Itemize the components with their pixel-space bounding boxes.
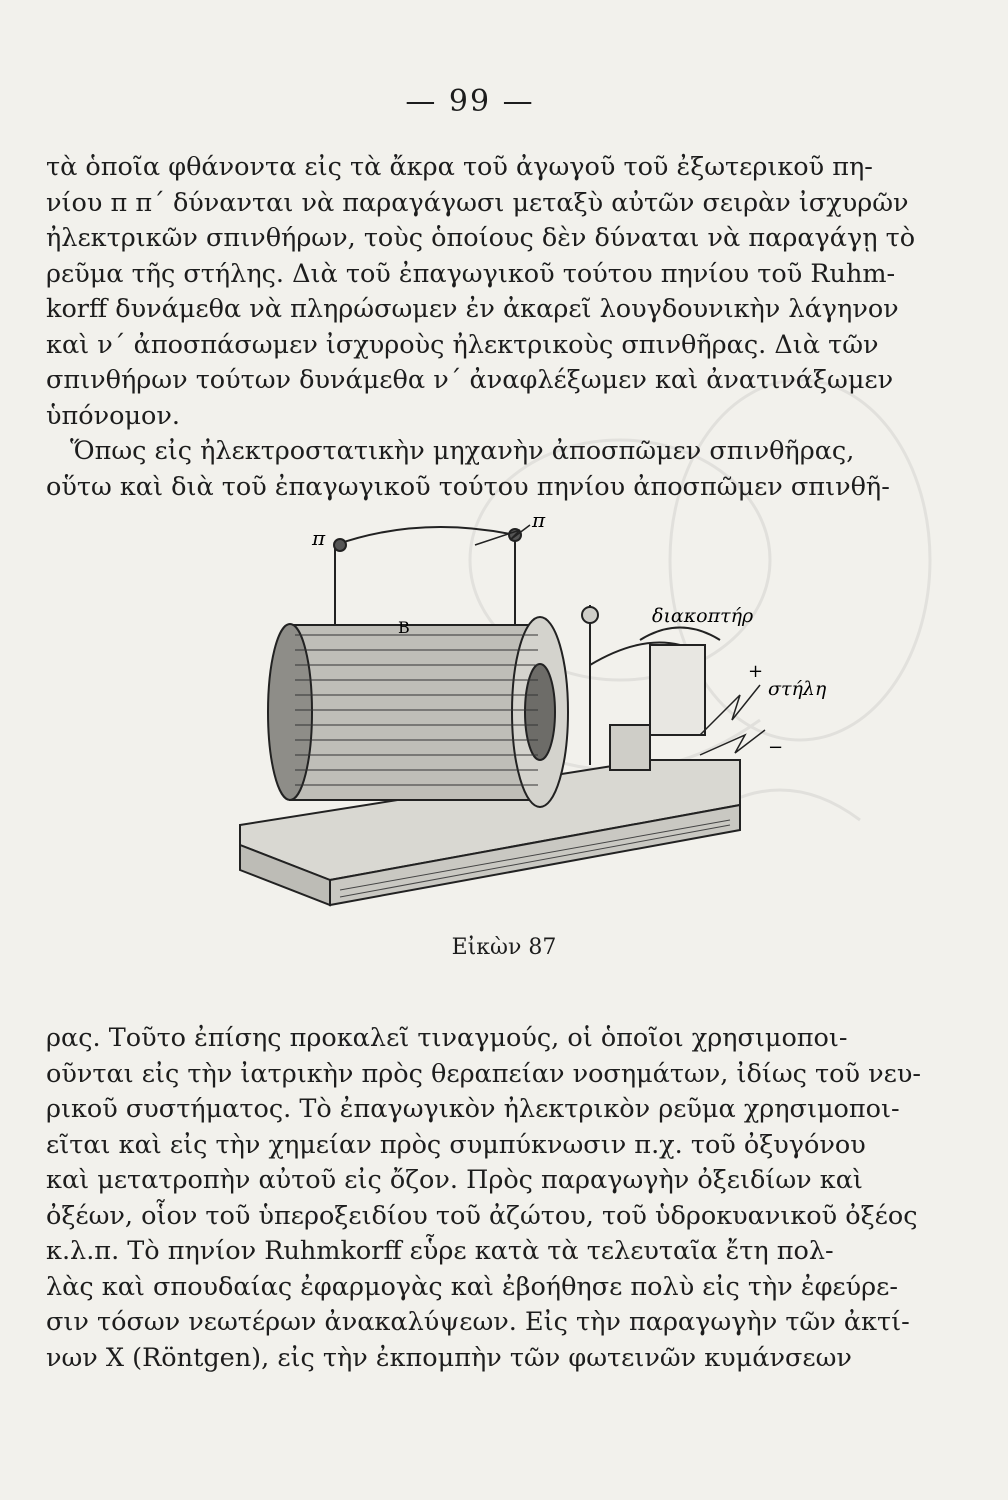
ruhmkorff-coil-illustration [220, 505, 860, 915]
text-line: νίου π π΄ δύνανται νὰ παραγάγωσι μεταξὺ αὐτῶν σειρὰν ἰσχυρῶν [46, 187, 909, 218]
text-line: Ὅπως εἰς ἠλεκτροστατικὴν μηχανὴν ἀποσπῶμεν σπινθῆρας, [70, 436, 855, 466]
label-pi-right: π [532, 508, 546, 532]
text-line: ὀξέων, οἷον τοῦ ὑπεροξειδίου τοῦ ἀζώτου, τοῦ ὑδροκυανικοῦ ὀξέος [46, 1200, 918, 1231]
text-line: τὰ ὁποῖα φθάνοντα εἰς τὰ ἄκρα τοῦ ἀγωγοῦ τοῦ ἐξωτερικοῦ πη- [46, 152, 873, 182]
label-interrupter: διακοπτήρ [652, 605, 754, 627]
text-line: οὕτω καὶ διὰ τοῦ ἐπαγωγικοῦ τούτου πηνίου ἀποσπῶμεν σπινθῆ- [46, 471, 890, 502]
text-line: ρεῦμα τῆς στήλης. Διὰ τοῦ ἐπαγωγικοῦ τούτου πηνίου τοῦ Ruhm- [46, 258, 896, 289]
label-plus: + [748, 661, 764, 682]
text-line: καὶ μετατροπὴν αὐτοῦ εἰς ὄζον. Πρὸς παραγωγὴν ὀξειδίων καὶ [46, 1165, 863, 1195]
text-line: οῦνται εἰς τὴν ἰατρικὴν πρὸς θεραπείαν νοσημάτων, ἰδίως τοῦ νευ- [46, 1058, 921, 1089]
label-b: B [398, 618, 410, 637]
text-line: κ.λ.π. Τὸ πηνίον Ruhmkorff εὗρε κατὰ τὰ τελευταῖα ἔτη πολ- [46, 1236, 834, 1266]
figure-caption: Εἰκὼν 87 [451, 935, 557, 960]
page-number: — 99 — [405, 84, 535, 119]
label-pi-left: π [312, 526, 326, 550]
text-line: λὰς καὶ σπουδαίας ἐφαρμογὰς καὶ ἐβοήθησε πολὺ εἰς τὴν ἐφεύρε- [46, 1271, 898, 1302]
text-line: σπινθήρων τούτων δυνάμεθα ν΄ ἀναφλέξωμεν καὶ ἀνατινάξωμεν [46, 365, 894, 395]
induction-coil [268, 617, 568, 807]
text-line: ρας. Τοῦτο ἐπίσης προκαλεῖ τιναγμούς, οἱ ὁποῖοι χρησιμοποι- [46, 1023, 848, 1053]
text-line: ρικοῦ συστήματος. Τὸ ἐπαγωγικὸν ἠλεκτρικὸν ρεῦμα χρησιμοποι- [46, 1094, 900, 1124]
text-line: νων X (Röntgen), εἰς τὴν ἐκπομπὴν τῶν φωτεινῶν κυμάνσεων [46, 1342, 852, 1373]
text-line: ὑπόνομον. [46, 400, 180, 431]
text-line: εῖται καὶ εἰς τὴν χημείαν πρὸς συμπύκνωσιν π.χ. τοῦ ὀξυγόνου [46, 1129, 866, 1160]
label-battery: στήλη [768, 678, 827, 700]
text-line: σιν τόσων νεωτέρων ἀνακαλύψεων. Εἰς τὴν παραγωγὴν τῶν ἀκτί- [46, 1307, 910, 1337]
text-line: ἠλεκτρικῶν σπινθήρων, τοὺς ὁποίους δὲν δύναται νὰ παραγάγῃ τὸ [46, 223, 916, 253]
text-line: korff δυνάμεθα νὰ πληρώσωμεν ἐν ἀκαρεῖ λουγδουνικὴν λάγηνον [46, 294, 899, 324]
top-paragraph [46, 150, 936, 505]
interrupter [582, 605, 720, 770]
text-line: καὶ ν΄ ἀποσπάσωμεν ἰσχυροὺς ἠλεκτρικοὺς σπινθῆρας. Διὰ τῶν [46, 329, 879, 360]
spark-gap [334, 525, 530, 625]
label-minus: − [768, 737, 784, 758]
bottom-paragraph [46, 1021, 936, 1376]
